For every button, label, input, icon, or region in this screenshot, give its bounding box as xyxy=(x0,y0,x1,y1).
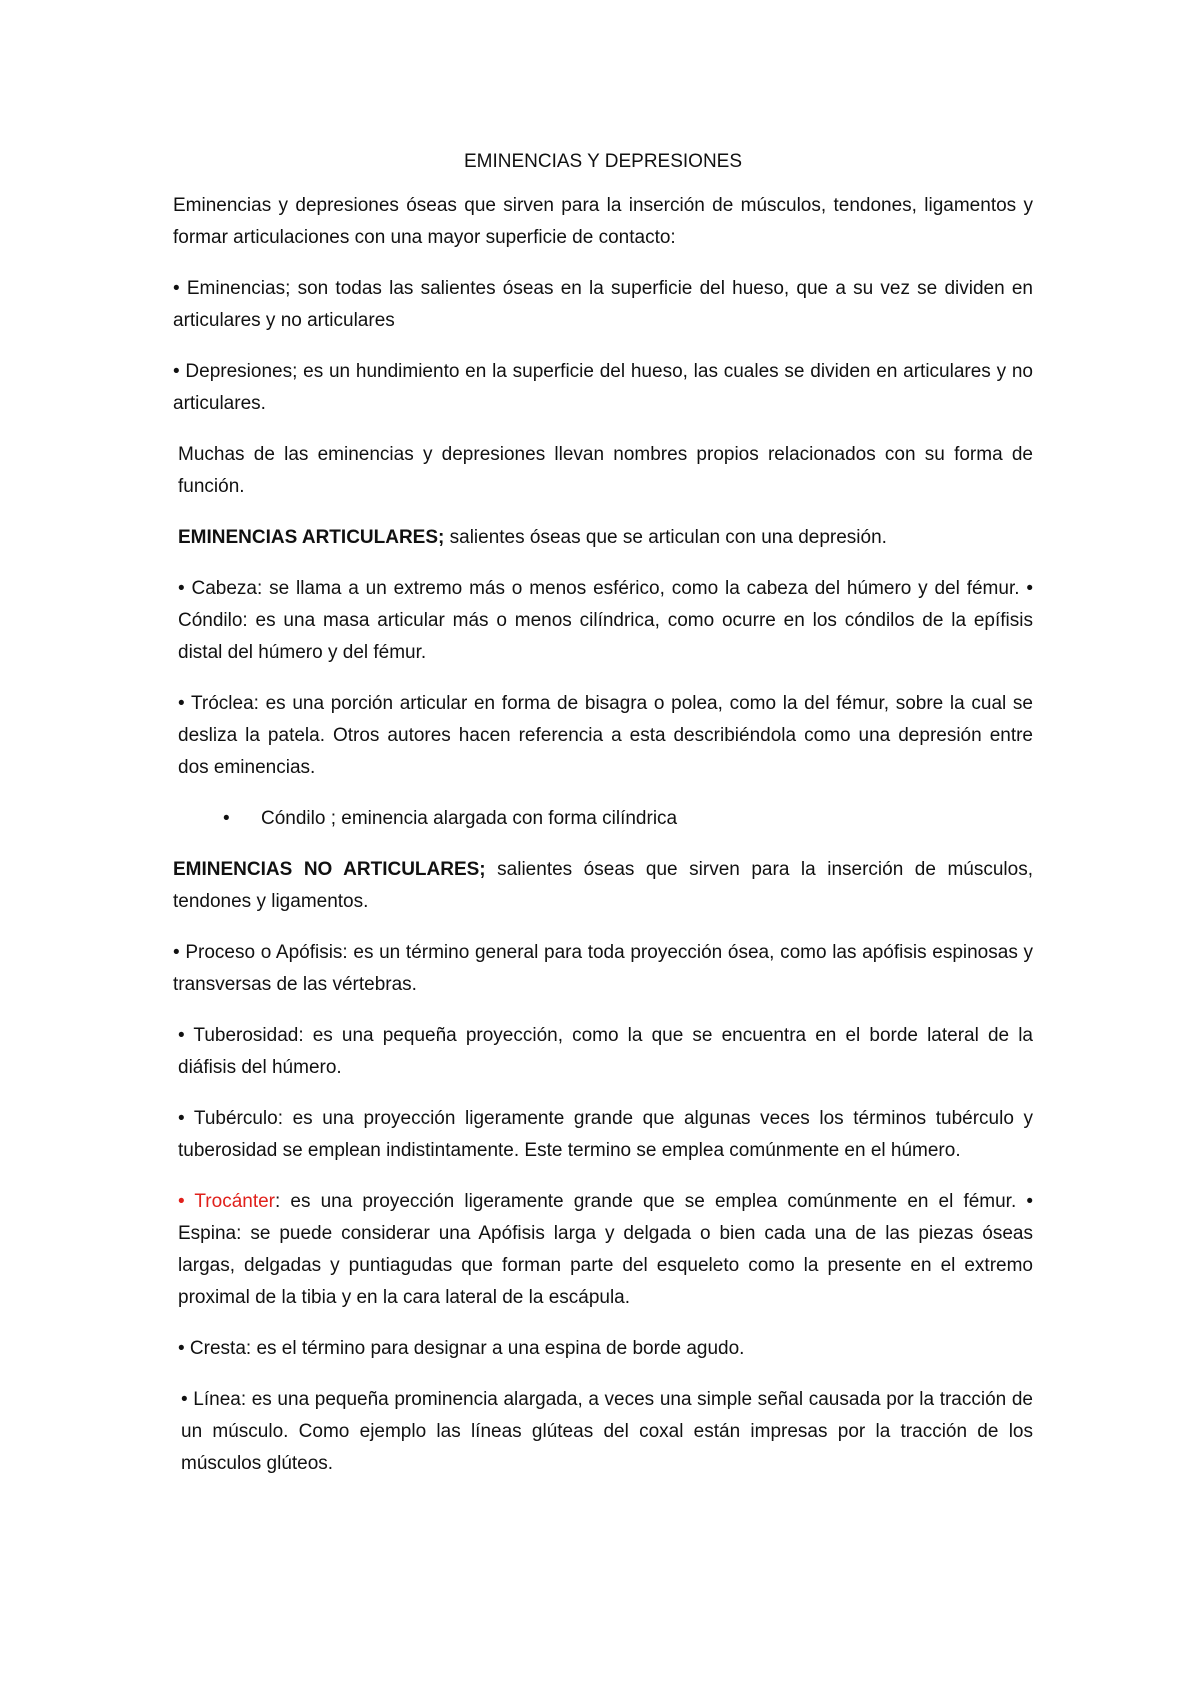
trocanter-label: • Trocánter xyxy=(178,1191,276,1212)
tuberosidad-paragraph: • Tuberosidad: es una pequeña proyección, como la que se encuentra en el borde lateral de la diáfisis del húmero. xyxy=(178,1025,1033,1078)
bullet-depresiones: • Depresiones; es un hundimiento en la superficie del hueso, las cuales se dividen en articulares y no articulares. xyxy=(173,361,1033,414)
trocanter-text: : es una proyección ligeramente grande que se emplea comúnmente en el fémur. • Espina: se puede considerar una Apófisis larga y delgada o bien cada una de las piezas óseas largas, delgadas y puntiagudas que forman parte del esqueleto como la presente en el extremo proximal de la tibia y en la cara lateral de la escápula. xyxy=(178,1191,1033,1308)
trocanter-paragraph xyxy=(173,1186,1033,1314)
no-articulares-paragraph xyxy=(173,854,1033,918)
list-item-condilo xyxy=(173,803,1033,835)
muchas-paragraph: Muchas de las eminencias y depresiones llevan nombres propios relacionados con su forma de función. xyxy=(178,444,1033,497)
linea-paragraph: • Línea: es una pequeña prominencia alargada, a veces una simple señal causada por la tracción de un músculo. Como ejemplo las líneas glúteas del coxal están impresas por la tracción de los músculos glúteos. xyxy=(181,1389,1033,1474)
no-articulares-text: salientes óseas que sirven para la inserción de músculos, tendones y ligamentos. xyxy=(173,859,1033,912)
troclea-paragraph: • Tróclea: es una porción articular en forma de bisagra o polea, como la del fémur, sobre la cual se desliza la patela. Otros autores hacen referencia a esta describiéndola como una depresión entre dos eminencias. xyxy=(178,693,1033,778)
document-body xyxy=(173,146,1033,1499)
page-title: EMINENCIAS Y DEPRESIONES xyxy=(463,151,743,172)
articulares-text: salientes óseas que se articulan con una depresión. xyxy=(444,527,887,548)
proceso-paragraph: • Proceso o Apófisis: es un término general para toda proyección ósea, como las apófisis espinosas y transversas de las vértebras. xyxy=(173,942,1033,995)
bullet-eminencias: • Eminencias; son todas las salientes óseas en la superficie del hueso, que a su vez se dividen en articulares y no articulares xyxy=(173,278,1033,331)
no-articulares-heading: EMINENCIAS NO ARTICULARES; xyxy=(173,859,486,880)
intro-paragraph: Eminencias y depresiones óseas que sirven para la inserción de músculos, tendones, ligamentos y formar articulaciones con una mayor superficie de contacto: xyxy=(173,195,1033,248)
bullet-dot: • xyxy=(223,808,230,829)
list-item-text: Cóndilo ; eminencia alargada con forma cilíndrica xyxy=(261,808,678,829)
cabeza-paragraph: • Cabeza: se llama a un extremo más o menos esférico, como la cabeza del húmero y del fémur. • Cóndilo: es una masa articular más o menos cilíndrica, como ocurre en los cóndilos de la epífisis distal del húmero y del fémur. xyxy=(178,578,1033,663)
articulares-paragraph xyxy=(173,522,1033,554)
tuberculo-paragraph: • Tubérculo: es una proyección ligeramente grande que algunas veces los términos tubérculo y tuberosidad se emplean indistintamente. Este termino se emplea comúnmente en el húmero. xyxy=(178,1108,1033,1161)
articulares-heading: EMINENCIAS ARTICULARES; xyxy=(178,527,445,548)
cresta-paragraph: • Cresta: es el término para designar a una espina de borde agudo. xyxy=(178,1338,745,1359)
